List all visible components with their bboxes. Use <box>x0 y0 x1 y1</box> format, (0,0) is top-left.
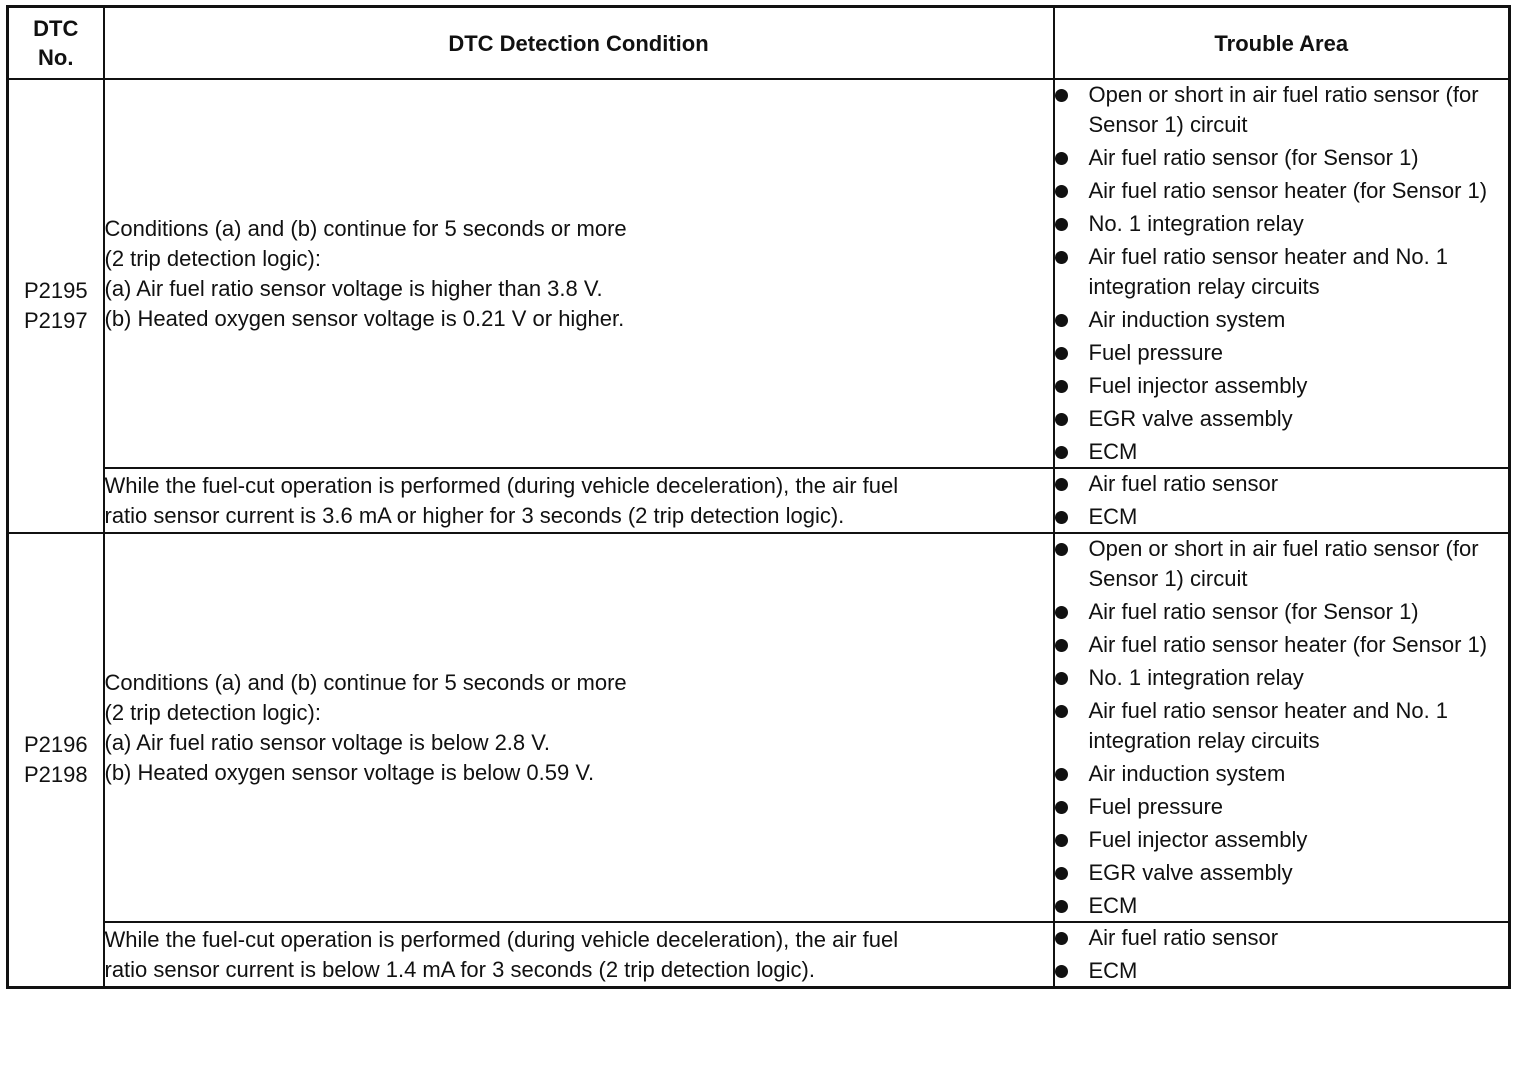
header-row <box>8 7 1510 80</box>
bullet-icon <box>1055 543 1068 556</box>
list-item: Air fuel ratio sensor <box>1055 469 1509 499</box>
bullet-icon <box>1055 965 1068 978</box>
list-item: ECM <box>1055 891 1509 921</box>
header-dtc-no: DTC No. <box>8 7 104 80</box>
bullet-icon <box>1055 478 1068 491</box>
bullet-icon <box>1055 900 1068 913</box>
list-item: Air fuel ratio sensor <box>1055 923 1509 953</box>
list-item: Air induction system <box>1055 305 1509 335</box>
dtc-code: P2196 <box>23 732 88 757</box>
header-trouble-area: Trouble Area <box>1054 7 1510 80</box>
list-item: No. 1 integration relay <box>1055 663 1509 693</box>
dtc-code: P2197 <box>23 308 88 333</box>
bullet-icon <box>1055 867 1068 880</box>
list-item: Open or short in air fuel ratio sensor (for Sensor 1) circuit <box>1055 80 1509 140</box>
trouble-list <box>1055 469 1509 532</box>
bullet-icon <box>1055 380 1068 393</box>
bullet-icon <box>1055 511 1068 524</box>
list-item: Fuel pressure <box>1055 338 1509 368</box>
list-item: Open or short in air fuel ratio sensor (for Sensor 1) circuit <box>1055 534 1509 594</box>
bullet-icon <box>1055 413 1068 426</box>
list-item: Air fuel ratio sensor heater and No. 1 integration relay circuits <box>1055 242 1509 302</box>
bullet-icon <box>1055 185 1068 198</box>
dtc-table <box>6 5 1511 989</box>
bullet-icon <box>1055 672 1068 685</box>
list-item: ECM <box>1055 502 1509 532</box>
trouble-area <box>1054 79 1510 468</box>
detection-condition: Conditions (a) and (b) continue for 5 seconds or more (2 trip detection logic): (a) Air fuel ratio sensor voltage is higher than 3.8 V. (b) Heated oxygen sensor voltage is 0.21 V or higher. <box>104 79 1054 468</box>
list-item: Air fuel ratio sensor (for Sensor 1) <box>1055 143 1509 173</box>
trouble-list <box>1055 80 1509 467</box>
list-item: Fuel injector assembly <box>1055 371 1509 401</box>
detection-condition: While the fuel-cut operation is performed (during vehicle deceleration), the air fuel ratio sensor current is 3.6 mA or higher for 3 seconds (2 trip detection logic). <box>104 468 1054 533</box>
bullet-icon <box>1055 768 1068 781</box>
list-item: ECM <box>1055 956 1509 986</box>
trouble-list <box>1055 923 1509 986</box>
bullet-icon <box>1055 639 1068 652</box>
bullet-icon <box>1055 152 1068 165</box>
list-item: Air fuel ratio sensor heater (for Sensor 1) <box>1055 176 1509 206</box>
table-row <box>8 922 1510 988</box>
bullet-icon <box>1055 705 1068 718</box>
bullet-icon <box>1055 446 1068 459</box>
bullet-icon <box>1055 801 1068 814</box>
dtc-codes <box>8 79 104 533</box>
list-item: EGR valve assembly <box>1055 404 1509 434</box>
list-item: Air induction system <box>1055 759 1509 789</box>
list-item: Fuel injector assembly <box>1055 825 1509 855</box>
trouble-area <box>1054 533 1510 922</box>
list-item: Air fuel ratio sensor heater (for Sensor 1) <box>1055 630 1509 660</box>
list-item: ECM <box>1055 437 1509 467</box>
detection-condition: Conditions (a) and (b) continue for 5 seconds or more (2 trip detection logic): (a) Air fuel ratio sensor voltage is below 2.8 V. (b) Heated oxygen sensor voltage is below 0.59 V. <box>104 533 1054 922</box>
table-row <box>8 533 1510 922</box>
header-detection-condition: DTC Detection Condition <box>104 7 1054 80</box>
dtc-code: P2195 <box>23 278 88 303</box>
list-item: Air fuel ratio sensor (for Sensor 1) <box>1055 597 1509 627</box>
table-row <box>8 79 1510 468</box>
dtc-code: P2198 <box>23 762 88 787</box>
bullet-icon <box>1055 932 1068 945</box>
detection-condition: While the fuel-cut operation is performed (during vehicle deceleration), the air fuel ratio sensor current is below 1.4 mA for 3 seconds (2 trip detection logic). <box>104 922 1054 988</box>
trouble-list <box>1055 534 1509 921</box>
bullet-icon <box>1055 314 1068 327</box>
list-item: EGR valve assembly <box>1055 858 1509 888</box>
list-item: Air fuel ratio sensor heater and No. 1 integration relay circuits <box>1055 696 1509 756</box>
bullet-icon <box>1055 251 1068 264</box>
bullet-icon <box>1055 218 1068 231</box>
list-item: No. 1 integration relay <box>1055 209 1509 239</box>
bullet-icon <box>1055 606 1068 619</box>
table-row <box>8 468 1510 533</box>
bullet-icon <box>1055 347 1068 360</box>
bullet-icon <box>1055 89 1068 102</box>
bullet-icon <box>1055 834 1068 847</box>
trouble-area <box>1054 922 1510 988</box>
dtc-codes <box>8 533 104 988</box>
trouble-area <box>1054 468 1510 533</box>
list-item: Fuel pressure <box>1055 792 1509 822</box>
